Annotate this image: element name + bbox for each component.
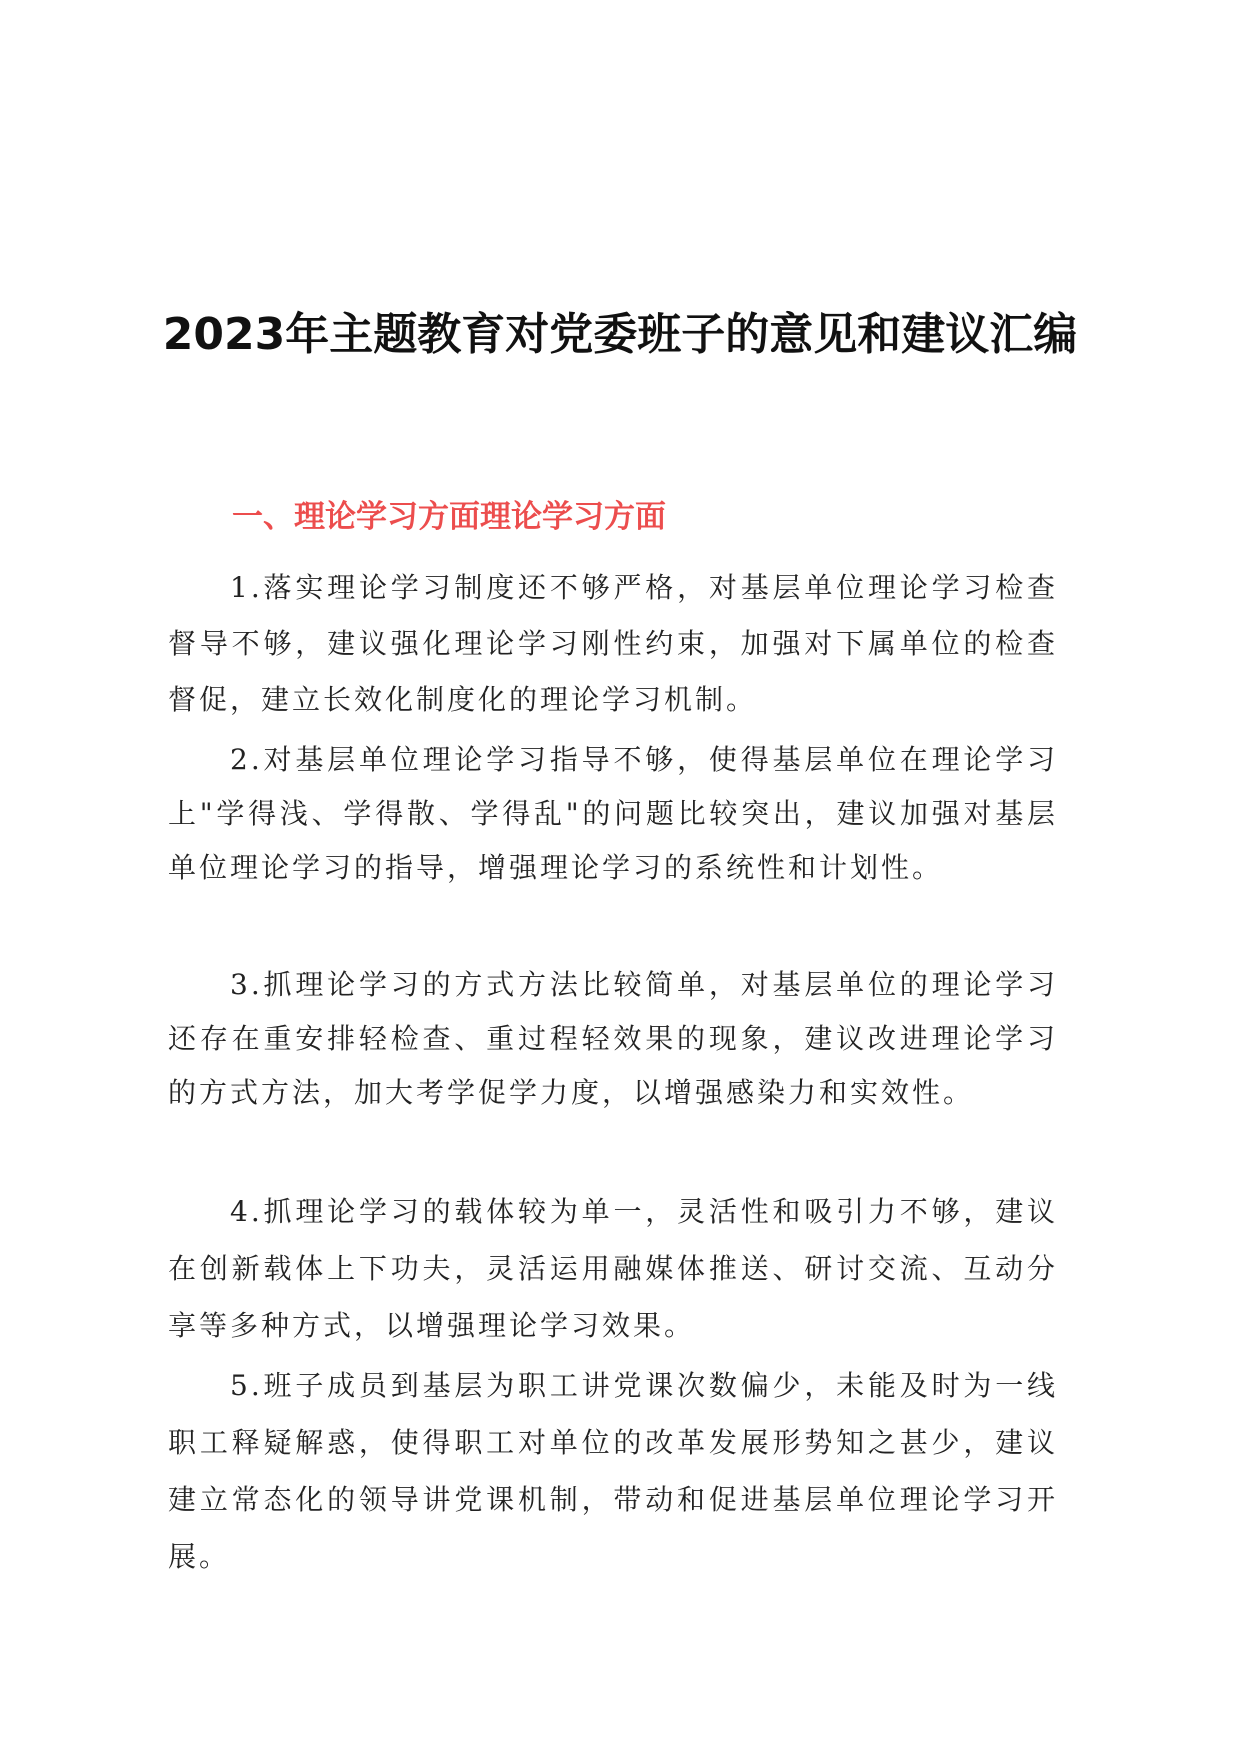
- paragraph-4: 4.抓理论学习的载体较为单一，灵活性和吸引力不够，建议在创新载体上下功夫，灵活运用融媒体推送、研讨交流、互动分享等多种方式，以增强理论学习效果。: [168, 1195, 1058, 1342]
- paragraph-3: 3.抓理论学习的方式方法比较简单，对基层单位的理论学习还存在重安排轻检查、重过程轻效果的现象，建议改进理论学习的方式方法，加大考学促学力度，以增强感染力和实效性。: [168, 968, 1058, 1109]
- paragraph-2: 2.对基层单位理论学习指导不够，使得基层单位在理论学习上"学得浅、学得散、学得乱"的问题比较突出，建议加强对基层单位理论学习的指导，增强理论学习的系统性和计划性。: [168, 743, 1058, 884]
- paragraph-5: 5.班子成员到基层为职工讲党课次数偏少，未能及时为一线职工释疑解惑，使得职工对单位的改革发展形势知之甚少，建议建立常态化的领导讲党课机制，带动和促进基层单位理论学习开展。: [168, 1369, 1058, 1573]
- section-heading: 一、理论学习方面理论学习方面: [232, 499, 666, 535]
- paragraph-1: 1.落实理论学习制度还不够严格，对基层单位理论学习检查督导不够，建议强化理论学习刚性约束，加强对下属单位的检查督促，建立长效化制度化的理论学习机制。: [168, 571, 1058, 716]
- document-title: 2023年主题教育对党委班子的意见和建议汇编: [162, 309, 1078, 360]
